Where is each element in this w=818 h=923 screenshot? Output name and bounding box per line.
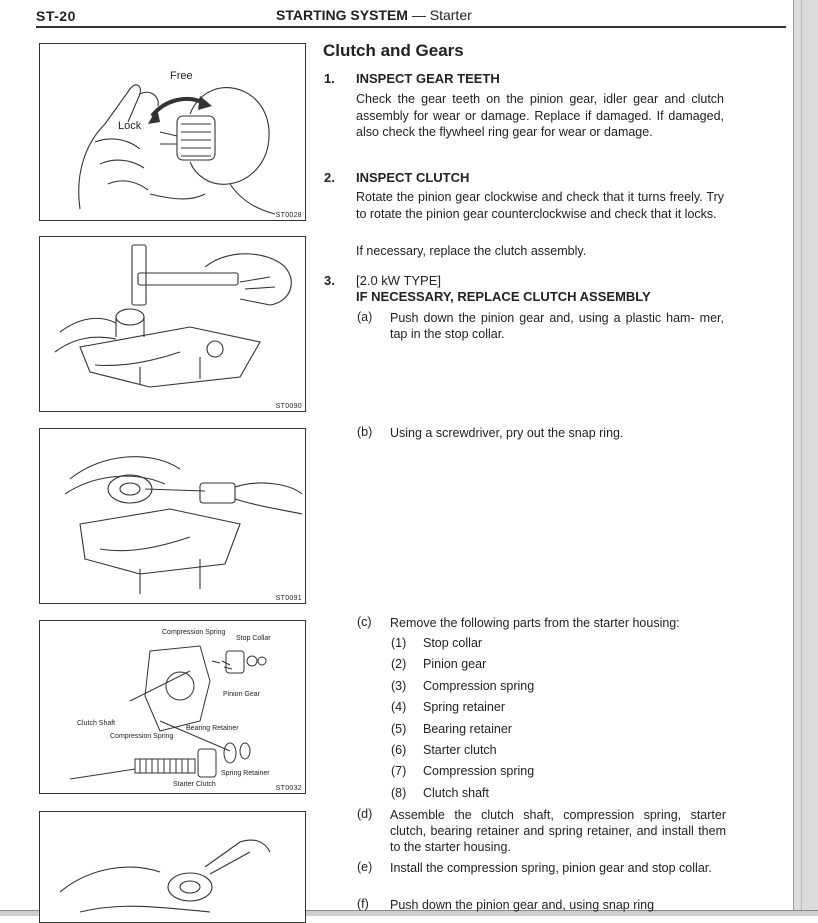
step-d-label: (d) <box>357 807 373 821</box>
section-3-heading2: IF NECESSARY, REPLACE CLUTCH ASSEMBLY <box>356 289 651 304</box>
list-text: Spring retainer <box>423 700 505 715</box>
step-c-text: Remove the following parts from the starter housing: <box>390 616 680 630</box>
step-d-text: Assemble the clutch shaft, compression spring, starter clutch, bearing retainer and spring retainer, and install them to the starter housing. <box>390 808 726 854</box>
figure-stop-collar-hammer <box>39 236 306 412</box>
label-spring-retainer: Spring Retainer <box>221 770 270 777</box>
label-stop-collar: Stop Collar <box>236 635 271 642</box>
section-1-text: Check the gear teeth on the pinion gear, idler gear and clutch assembly for wear or damage. Replace if damaged. If damaged, also check the flywheel ring gear for wear or damage. <box>356 92 724 139</box>
section-3-heading: [2.0 kW TYPE] <box>356 273 442 288</box>
hammer-illustration <box>40 237 305 411</box>
list-number: (2) <box>391 657 407 672</box>
list-number: (7) <box>391 764 407 779</box>
screwdriver-illustration <box>40 429 305 603</box>
list-number: (3) <box>391 678 407 693</box>
section-1-number: 1. <box>324 71 335 86</box>
list-text: Starter clutch <box>423 742 497 757</box>
figure-code: ST0032 <box>275 785 302 792</box>
step-f-label: (f) <box>357 897 369 911</box>
list-text: Stop collar <box>423 636 483 650</box>
label-starter-clutch: Starter Clutch <box>173 781 216 788</box>
header-rule <box>36 26 786 28</box>
label-compression-spring-top: Compression Spring <box>162 629 226 636</box>
step-e-text: Install the compression spring, pinion gear and stop collar. <box>390 861 712 875</box>
list-number: (4) <box>391 700 407 715</box>
figure-code: ST0090 <box>275 403 302 410</box>
list-text: Compression spring <box>423 678 535 693</box>
section-1-heading: INSPECT GEAR TEETH <box>356 71 500 86</box>
list-text: Pinion gear <box>423 657 487 672</box>
label-free: Free <box>170 70 193 82</box>
step-b-label: (b) <box>357 425 373 439</box>
section-3-number: 3. <box>324 273 335 288</box>
list-number: (5) <box>391 721 407 736</box>
figure-snap-ring-screwdriver <box>39 428 306 604</box>
step-b-text: Using a screwdriver, pry out the snap ring. <box>390 426 624 440</box>
list-text: Bearing retainer <box>423 721 512 736</box>
label-lock: Lock <box>118 120 142 132</box>
header-dash: — <box>407 7 430 23</box>
label-clutch-shaft: Clutch Shaft <box>77 720 116 727</box>
step-a-text: Push down the pinion gear and, using a plastic ham- mer, tap in the stop collar. <box>390 311 724 341</box>
section-2-heading: INSPECT CLUTCH <box>356 170 470 185</box>
step-e-label: (e) <box>357 860 373 874</box>
section-2-number: 2. <box>324 170 335 185</box>
figure-gear-rotation <box>39 43 306 221</box>
figure-code: ST0028 <box>275 212 302 219</box>
list-text: Compression spring <box>423 764 535 779</box>
exploded-parts-illustration <box>40 621 305 793</box>
figure-exploded-clutch <box>39 620 306 794</box>
figure-code: ST0091 <box>275 595 302 602</box>
window-scrollbar[interactable] <box>793 0 818 915</box>
list-number: (8) <box>391 785 407 800</box>
page-number: ST-20 <box>36 8 76 24</box>
step-c-label: (c) <box>357 615 372 629</box>
running-header <box>276 7 472 23</box>
scrollbar-track <box>801 0 802 915</box>
label-pinion-gear: Pinion Gear <box>223 691 260 698</box>
label-compression-spring-bottom: Compression Spring <box>110 733 174 740</box>
step-f-text: Push down the pinion gear and, using snap ring <box>390 898 655 912</box>
list-number: (1) <box>391 636 407 650</box>
section-title: STARTING SYSTEM <box>276 7 408 23</box>
figure-snap-ring-pliers <box>39 811 306 923</box>
list-number: (6) <box>391 742 407 757</box>
section-2-text2: If necessary, replace the clutch assembly. <box>356 244 587 258</box>
list-text: Clutch shaft <box>423 785 490 800</box>
label-bearing-retainer: Bearing Retainer <box>186 725 239 732</box>
step-a-label: (a) <box>357 310 373 324</box>
page-title: Clutch and Gears <box>323 41 464 60</box>
subsection-title: Starter <box>429 7 472 23</box>
pliers-illustration <box>40 812 305 922</box>
section-2-text: Rotate the pinion gear clockwise and check that it turns freely. Try to rotate the pinion gear counterclockwise and check that it locks. <box>356 190 724 221</box>
